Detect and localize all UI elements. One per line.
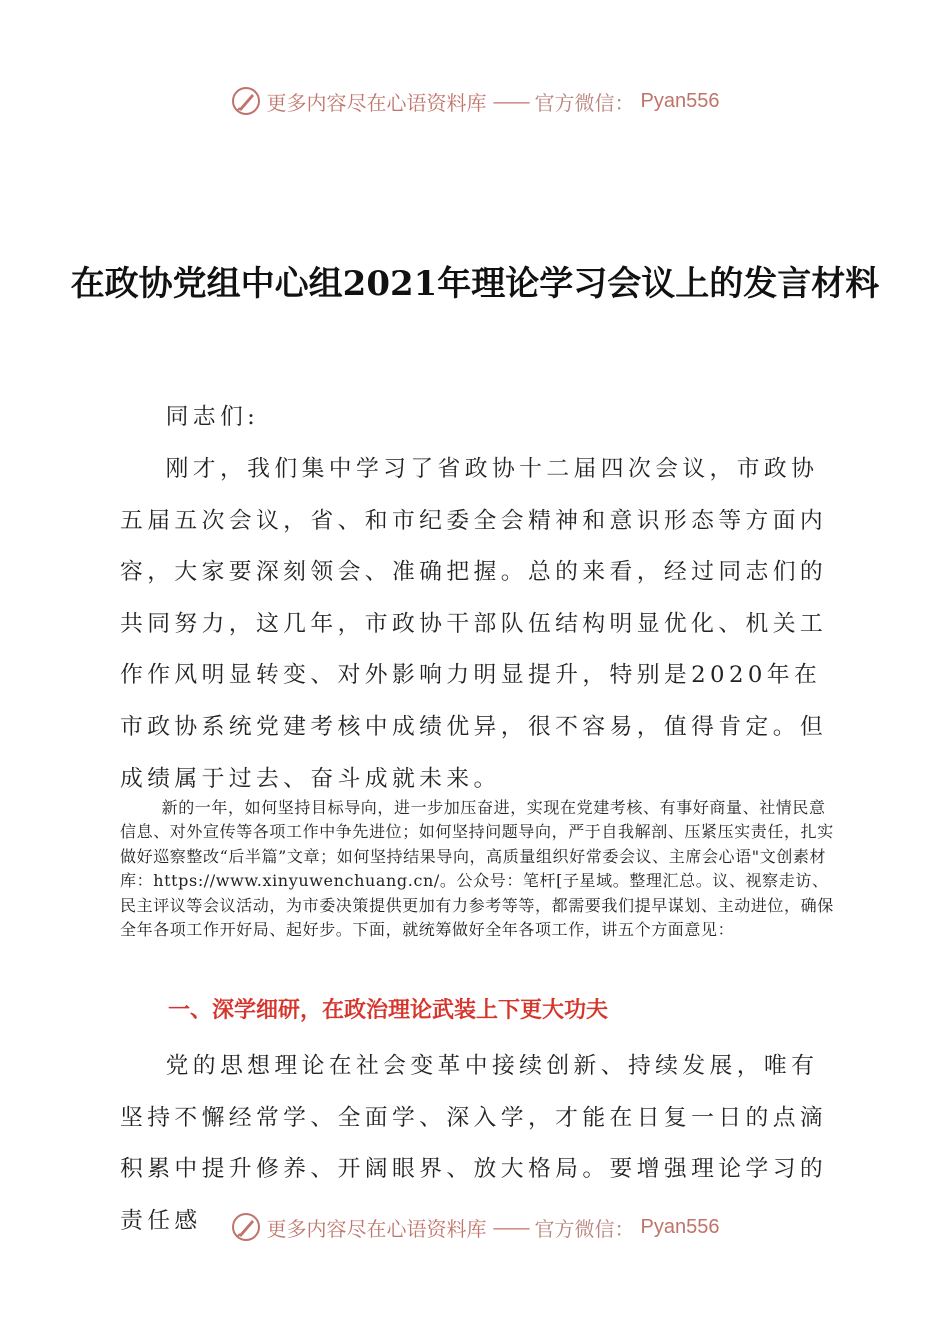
header-watermark bbox=[0, 86, 950, 116]
footer-watermark bbox=[0, 1212, 950, 1242]
feather-pen-icon bbox=[231, 86, 261, 116]
salutation: 同志们: bbox=[165, 404, 260, 430]
feather-pen-icon bbox=[231, 1212, 261, 1242]
section-heading: 一、深学细研，在政治理论武装上下更大功夫 bbox=[168, 998, 609, 1023]
watermark-dash: —— bbox=[492, 1215, 529, 1239]
watermark-wechat-id: Pyan556 bbox=[640, 1215, 720, 1238]
watermark-wechat-id: Pyan556 bbox=[640, 89, 720, 112]
watermark-wechat-label: 官方微信： bbox=[534, 1216, 635, 1241]
document-title: 在政协党组中心组2021年理论学习会议上的发言材料 bbox=[70, 264, 880, 304]
watermark-main-text: 更多内容尽在心语资料库 bbox=[266, 1216, 487, 1241]
watermark-wechat-label: 官方微信： bbox=[534, 90, 635, 115]
intro-paragraph: 刚才，我们集中学习了省政协十二届四次会议，市政协五届五次会议，省、和市纪委全会精神和意识形态等方面内容，大家要深刻领会、准确把握。总的来看，经过同志们的共同努力，这几年，市政协干部队伍结构明显优化、机关工作作风明显转变、对外影响力明显提升，特别是2020年在市政协系统党建考核中成绩优异，很不容易，值得肯定。但成绩属于过去、奋斗成就未来。 bbox=[120, 456, 828, 792]
small-paragraph: 新的一年，如何坚持目标导向，进一步加压奋进，实现在党建考核、有事好商量、社情民意信息、对外宣传等各项工作中争先进位；如何坚持问题导向，严于自我解剖、压紧压实责任，扎实做好巡察整改“后半篇”文章；如何坚持结果导向，高质量组织好常委会议、主席会心语"文创素材库：https://www.xinyuwenchuang.cn/。公众号：笔杆[子星域。整理汇总。议、视察走访、民主评议等会议活动，为市委决策提供更加有力参考等等，都需要我们提早谋划、主动进位，确保全年各项工作开好局、起好步。下面，就统筹做好全年各项工作，讲五个方面意见： bbox=[120, 798, 834, 940]
theory-paragraph: 党的思想理论在社会变革中接续创新、持续发展，唯有坚持不懈经常学、全面学、深入学，才能在日复一日的点滴积累中提升修养、开阔眼界、放大格局。要增强理论学习的责任感 bbox=[120, 1053, 828, 1234]
watermark-dash: —— bbox=[492, 89, 529, 113]
watermark-main-text: 更多内容尽在心语资料库 bbox=[266, 90, 487, 115]
